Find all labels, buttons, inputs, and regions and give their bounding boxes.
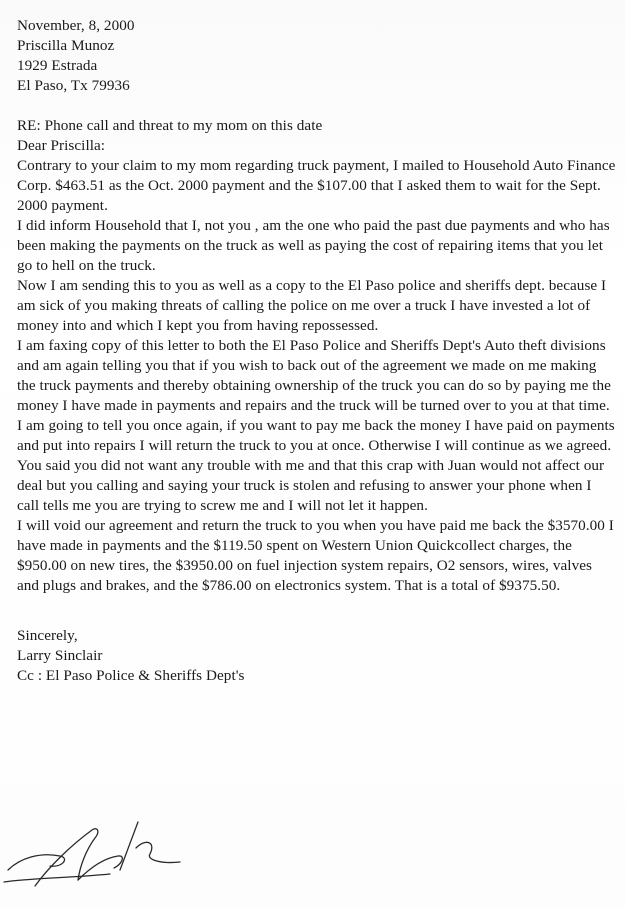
signer-name: Larry Sinclair: [17, 647, 103, 664]
paragraph-faxing: I am faxing copy of this letter to both the El Paso Police and Sheriffs Dept's Auto theft divisions and am again telling you that if you wish to back out of the agreement we made on me making the truck payments and thereby obtaining ownership of the truck you can do so by paying me the money I have made in payments and repairs and the truck will be turned over to you at that time.: [17, 337, 611, 414]
recipient-name: Priscilla Munoz: [17, 37, 115, 54]
cc-line: Cc : El Paso Police & Sheriffs Dept's: [17, 667, 245, 684]
closing: Sincerely,: [17, 627, 78, 644]
letter-date: November, 8, 2000: [17, 17, 135, 34]
subject-line: RE: Phone call and threat to my mom on this date: [17, 117, 323, 134]
paragraph-trouble: You said you did not want any trouble with me and that this crap with Juan would not affect our deal but you calling and saying your truck is stolen and refusing to answer your phone when I call tells me you are trying to screw me and I will not let it happen.: [17, 457, 605, 514]
paragraph-household: I did inform Household that I, not you , am the one who paid the past due payments and who has been making the payments on the truck as well as paying the cost of repairing items that you let go to hell on the truck.: [17, 217, 610, 274]
paragraph-void-agreement: I will void our agreement and return the truck to you when you have paid me back the $3570.00 I have made in payments and the $119.50 spent on Western Union Quickcollect charges, the $950.00 on new tires, the $3950.00 on fuel injection system repairs, O2 sensors, wires, valves and plugs and brakes, and the $786.00 on electronics system. That is a total of $9375.50.: [17, 517, 614, 594]
paragraph-pay-back: I am going to tell you once again, if you want to pay me back the money I have paid on payments and put into repairs I will return the truck to you at once. Otherwise I will continue as we agreed.: [17, 417, 615, 454]
recipient-address: [17, 36, 617, 96]
letter-body: [17, 16, 617, 686]
paragraph-police-copy: Now I am sending this to you as well as a copy to the El Paso police and sheriffs dept. because I am sick of you making threats of calling the police on me over a truck I have invested a lot of money into and which I kept you from having repossessed.: [17, 277, 607, 334]
paragraph-payment: Contrary to your claim to my mom regarding truck payment, I mailed to Household Auto Finance Corp. $463.51 as the Oct. 2000 payment and the $107.00 that I asked them to wait for the Sept. 2000 payment.: [17, 157, 616, 214]
salutation: Dear Priscilla:: [17, 137, 106, 154]
recipient-city: El Paso, Tx 79936: [17, 77, 130, 94]
handwritten-signature: [0, 808, 220, 898]
recipient-street: 1929 Estrada: [17, 57, 98, 74]
